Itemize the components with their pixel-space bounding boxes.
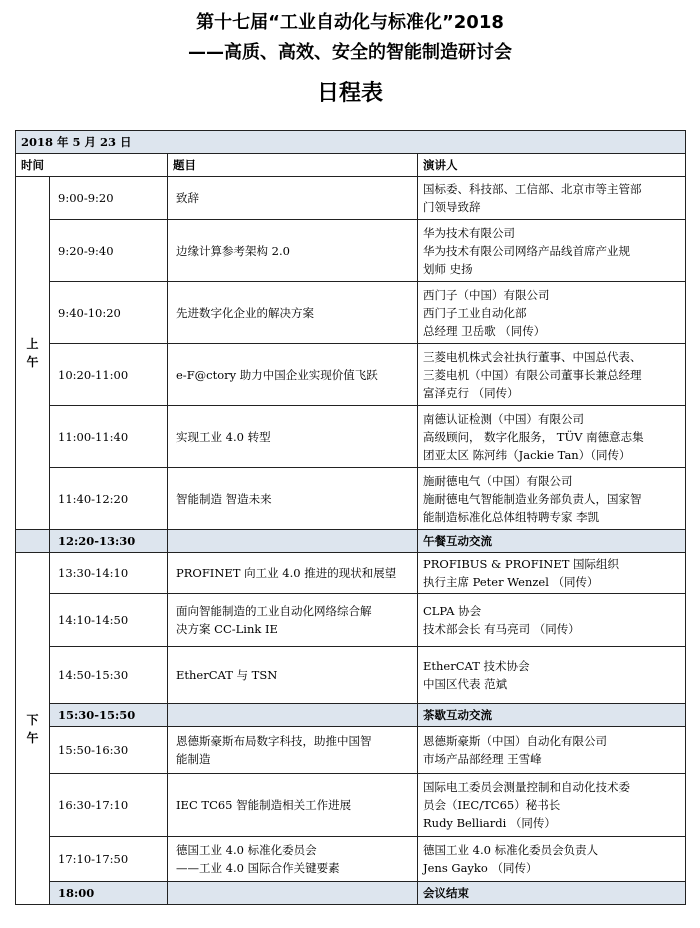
session-speaker-line: 华为技术有限公司网络产品线首席产业规 [423, 243, 630, 258]
lunch-row-time: 12:20-13:30 [50, 530, 168, 553]
end-row-blank [168, 882, 418, 905]
session-speaker-line: 市场产品部经理 王雪峰 [423, 752, 542, 766]
session-speaker-line: EtherCAT 技术协会 [423, 659, 530, 673]
session-speaker-line: PROFIBUS & PROFINET 国际组织 [423, 557, 620, 571]
session-topic-line: e-F@ctory 助力中国企业实现价值飞跃 [176, 367, 378, 382]
session-speaker-line: 西门子工业自动化部 [423, 305, 527, 320]
session-speaker-line: 国际电工委员会测量控制和自动化技术委 [423, 780, 630, 794]
session-topic-line: 决方案 CC-Link IE [176, 622, 278, 636]
session-speaker-line: 三菱电机（中国）有限公司董事长兼总经理 [423, 367, 642, 382]
session-topic-line: 面向智能制造的工业自动化网络综合解 [176, 604, 372, 618]
break-row-time: 15:30-15:50 [50, 704, 168, 727]
session-speaker-line: 技术部会长 有马亮司 （同传） [423, 622, 580, 636]
session-speaker-line: 总经理 卫岳歌 （同传） [423, 323, 546, 338]
session-speaker-line: 德国工业 4.0 标准化委员会负责人 [423, 843, 599, 857]
session-topic [168, 344, 418, 406]
session-row [16, 220, 686, 282]
session-speaker-line: Rudy Belliardi （同传） [423, 816, 556, 830]
session-speaker [418, 468, 686, 530]
session-topic [168, 837, 418, 882]
end-row-label: 会议结束 [418, 882, 686, 905]
session-time: 13:30-14:10 [50, 553, 168, 594]
break-row-label: 茶歇互动交流 [418, 704, 686, 727]
session-topic-line: 先进数字化企业的解决方案 [176, 305, 314, 320]
session-time: 15:50-16:30 [50, 727, 168, 774]
session-row [16, 406, 686, 468]
col-header-speaker: 演讲人 [418, 154, 686, 177]
session-topic [168, 220, 418, 282]
session-topic-line: PROFINET 向工业 4.0 推进的现状和展望 [176, 566, 397, 580]
session-topic-line: ——工业 4.0 国际合作关键要素 [176, 861, 340, 875]
session-topic [168, 647, 418, 704]
session-topic [168, 727, 418, 774]
date-cell: 2018 年 5 月 23 日 [16, 131, 686, 154]
session-topic-line: IEC TC65 智能制造相关工作进展 [176, 798, 352, 812]
session-row [16, 837, 686, 882]
session-time: 11:40-12:20 [50, 468, 168, 530]
schedule-body [16, 131, 686, 905]
session-time: 16:30-17:10 [50, 774, 168, 837]
session-speaker-line: CLPA 协会 [423, 604, 482, 618]
period-afternoon [16, 553, 50, 905]
session-speaker [418, 727, 686, 774]
session-speaker-line: 南德认证检测（中国）有限公司 [423, 411, 584, 426]
lunch-row-blank [168, 530, 418, 553]
page-subtitle: ——高质、高效、安全的智能制造研讨会 [188, 42, 512, 63]
session-topic-line: 致辞 [176, 191, 199, 205]
session-row [16, 177, 686, 220]
break-row-blank [168, 704, 418, 727]
header-row [16, 154, 686, 177]
break-row [16, 704, 686, 727]
session-speaker [418, 553, 686, 594]
session-topic [168, 774, 418, 837]
session-speaker-line: 门领导致辞 [423, 200, 481, 214]
period-morning-char: 上 [26, 337, 39, 351]
session-topic-line: 恩德斯豪斯布局数字科技，助推中国智 [176, 734, 372, 748]
session-topic [168, 468, 418, 530]
session-topic [168, 406, 418, 468]
session-speaker-line: 能制造标准化总体组特聘专家 李凯 [423, 509, 600, 524]
date-row [16, 131, 686, 154]
session-row [16, 468, 686, 530]
lunch-row [16, 530, 686, 553]
session-time: 10:20-11:00 [50, 344, 168, 406]
session-topic-line: 德国工业 4.0 标准化委员会 [176, 843, 317, 857]
session-row [16, 594, 686, 647]
session-speaker-line: 华为技术有限公司 [423, 225, 515, 240]
session-topic-line: 实现工业 4.0 转型 [176, 429, 271, 444]
col-header-topic: 题目 [168, 154, 418, 177]
page-title: 第十七届“工业自动化与标准化”2018 [196, 12, 504, 33]
session-speaker [418, 774, 686, 837]
session-speaker [418, 406, 686, 468]
session-row [16, 647, 686, 704]
session-row [16, 553, 686, 594]
session-speaker-line: 高级顾问， 数字化服务， TÜV 南德意志集 [423, 429, 644, 444]
session-speaker-line: 西门子（中国）有限公司 [423, 287, 550, 302]
session-topic [168, 282, 418, 344]
schedule-table [15, 130, 686, 905]
session-speaker-line: 施耐德电气（中国）有限公司 [423, 473, 573, 488]
session-topic-line: 边缘计算参考架构 2.0 [176, 243, 290, 258]
session-speaker [418, 344, 686, 406]
session-speaker-line: 团亚太区 陈河纬（Jackie Tan）（同传） [423, 447, 631, 462]
session-speaker [418, 177, 686, 220]
session-time: 17:10-17:50 [50, 837, 168, 882]
session-topic-line: 智能制造 智造未来 [176, 491, 272, 506]
end-row-time: 18:00 [50, 882, 168, 905]
session-time: 9:00-9:20 [50, 177, 168, 220]
session-speaker [418, 594, 686, 647]
session-time: 14:50-15:30 [50, 647, 168, 704]
session-topic [168, 177, 418, 220]
session-topic-line: 能制造 [176, 752, 211, 766]
session-speaker-line: 划师 史扬 [423, 261, 473, 276]
lunch-row-blank [16, 530, 50, 553]
session-speaker [418, 220, 686, 282]
end-row [16, 882, 686, 905]
lunch-row-label: 午餐互动交流 [418, 530, 686, 553]
period-morning [16, 177, 50, 530]
session-speaker-line: 施耐德电气智能制造业务部负责人，国家智 [423, 491, 642, 506]
session-time: 14:10-14:50 [50, 594, 168, 647]
session-row [16, 774, 686, 837]
session-topic [168, 594, 418, 647]
session-speaker-line: 中国区代表 范斌 [423, 677, 508, 691]
session-speaker-line: Jens Gayko （同传） [423, 861, 538, 875]
session-speaker-line: 员会（IEC/TC65）秘书长 [423, 798, 561, 812]
period-afternoon-char: 午 [26, 730, 39, 745]
session-row [16, 282, 686, 344]
session-time: 11:00-11:40 [50, 406, 168, 468]
session-time: 9:40-10:20 [50, 282, 168, 344]
session-speaker-line: 执行主席 Peter Wenzel （同传） [423, 575, 599, 589]
session-row [16, 727, 686, 774]
period-afternoon-char: 下 [26, 712, 39, 727]
session-speaker-line: 三菱电机株式会社执行董事、中国总代表、 [423, 349, 642, 364]
session-speaker-line: 国标委、科技部、工信部、北京市等主管部 [423, 182, 642, 196]
session-topic-line: EtherCAT 与 TSN [176, 668, 278, 682]
session-speaker [418, 837, 686, 882]
session-topic [168, 553, 418, 594]
session-row [16, 344, 686, 406]
session-speaker-line: 恩德斯豪斯（中国）自动化有限公司 [423, 734, 607, 748]
col-header-time: 时间 [16, 154, 168, 177]
session-speaker-line: 富泽克行 （同传） [423, 385, 519, 400]
schedule-heading: 日程表 [316, 81, 383, 106]
session-speaker [418, 647, 686, 704]
session-speaker [418, 282, 686, 344]
period-morning-char: 午 [26, 355, 39, 369]
session-time: 9:20-9:40 [50, 220, 168, 282]
